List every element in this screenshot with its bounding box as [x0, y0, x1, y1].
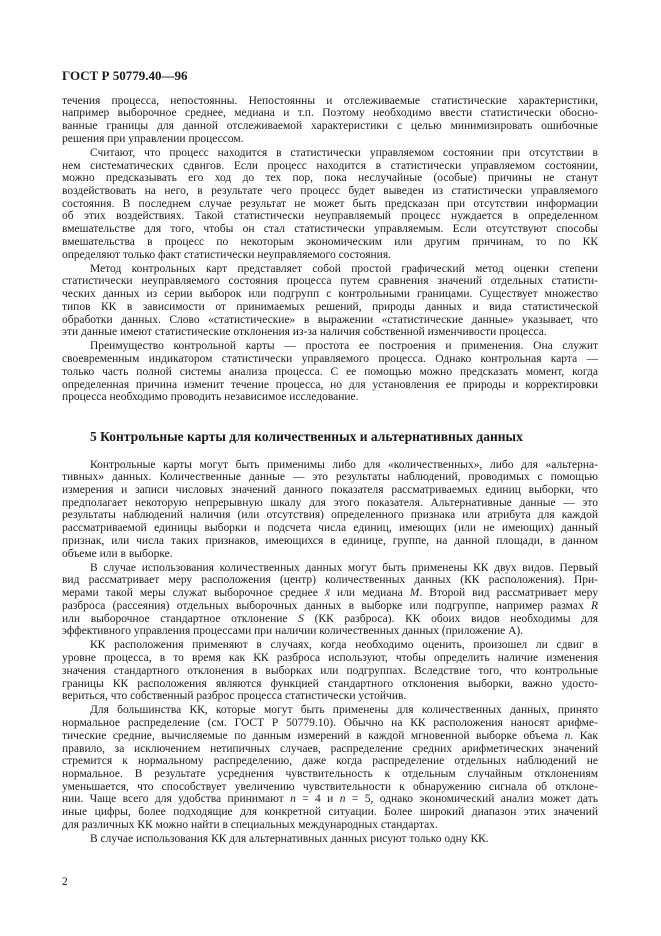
- text-line: иные цифры, более подходящие для конкретной ситуации. Более широкий диапазон этих значений: [62, 806, 598, 819]
- text-line: вмешательстве для того, чтобы он стал статистически управляемым. Если отсутствуют способы: [62, 223, 598, 236]
- text-line: нормальное. В результате усреднения чувствительность к отдельным случайным отклонениям: [62, 767, 598, 780]
- text-line: признак, или числа таких признаков, имеющихся в единице, группе, на данной площади, в данном: [62, 534, 598, 547]
- text-line: результаты наблюдений наличия (или отсутствия) определенного признака или атрибута для каждой: [62, 509, 598, 522]
- text-line: измерения и записи числовых значений данного показателя рассматриваемых единиц выборки, что: [62, 484, 598, 496]
- text-line: вериться, что собственный разброс процесса статистически устойчив.: [62, 690, 407, 703]
- text-line: тивных» данных. Количественные данные — это результаты наблюдений, проводимых с помощью: [62, 471, 598, 484]
- text-run: . Второй вид рассматривает меру: [419, 587, 599, 600]
- text-run: = 5, однако экономический анализ может дать: [345, 793, 599, 806]
- text-line: предполагает некоторую непрерывную шкалу для этого показателя. Альтернативные данные — это: [62, 496, 598, 509]
- text-run: . Как: [570, 729, 598, 742]
- paragraph: [62, 833, 598, 846]
- text-run: или выборочное стандартное отклонение: [62, 612, 299, 625]
- text-line: нормальное распределение (см. ГОСТ Р 50779.10). Обычно на КК расположения наносят арифме-: [62, 717, 598, 730]
- text-line: своевременным индикатором статистически управляемого процесса. Однако контрольная карта —: [62, 353, 598, 366]
- text-line: типов КК в зависимости от принимаемых решений, природы данных и вида статистической: [62, 300, 598, 313]
- math-variable-sample-size: n: [339, 793, 346, 806]
- paragraph: [62, 95, 598, 146]
- text-line: состояния. В последнем случае результат не может быть предсказан при отсутствии информации: [62, 197, 598, 210]
- text-line: определенная причина изменит течение процесса, но для установления ее природы и корректировки: [62, 378, 598, 391]
- section-title: Контрольные карты для количественных и альтернативных данных: [100, 429, 523, 444]
- text-line: В случае использования количественных данных могут быть применены КК двух видов. Первый: [90, 561, 598, 574]
- text-line: воздействовать на него, в результате чего процесс будет выведен из статистически управляемого: [62, 185, 598, 198]
- math-variable-mean: x̄: [324, 587, 331, 600]
- text-line: стремится к нормальному распределению, даже когда распределение отдельных наблюдений не: [62, 755, 598, 768]
- text-line: для различных КК можно найти в специальных международных стандартах.: [62, 818, 438, 831]
- text-run: или медиана: [330, 587, 410, 600]
- text-line: определяют только факт статистически неуправляемого состояния.: [62, 248, 391, 261]
- math-variable-median: M: [409, 587, 420, 600]
- text-line: Для большинства КК, которые могут быть применены для количественных данных, принято: [90, 704, 598, 717]
- text-line: ческих данных из серии выборок или подгрупп с контрольными границами. Существует множество: [62, 288, 598, 301]
- section-number: 5: [90, 429, 97, 444]
- text-run: разброса (рассеяния) отдельных выборочных данных в выборке или подгруппе, например размах: [62, 599, 591, 612]
- text-line: эффективного управления процессами при наличии количественных данных (приложение А).: [62, 625, 524, 638]
- text-line: [62, 793, 598, 806]
- text-run: (КК разброса). КК обоих видов необходимы для: [303, 612, 598, 625]
- paragraph: [62, 459, 598, 561]
- text-line: нем систематических сдвигов. Если процесс находится в статистически управляемом состоянии,: [62, 159, 598, 172]
- text-line: статистически неуправляемого состояния процесса путем сравнения значений отдельных статисти-: [62, 275, 598, 288]
- text-line: уменьшается, что способствует увеличению чувствительности к обнаружению сигнала об отклоне-: [62, 780, 598, 793]
- math-variable-sample-size: n: [564, 729, 571, 742]
- text-line: уровне процесса, в то время как КК разброса используют, чтобы определить наличие изменения: [62, 652, 598, 665]
- text-line: значения стандартного отклонения в выборках или подгруппах. Вследствие того, что контрольные: [62, 664, 598, 677]
- section-heading: [90, 429, 523, 445]
- text-line: течения процесса, непостоянны. Непостоянны и отслеживаемые статистические характеристики,: [62, 94, 598, 107]
- text-line: Контрольные карты могут быть применимы либо для «количественных», либо для «альтерна-: [90, 458, 598, 471]
- text-line: [62, 600, 598, 613]
- text-line: [62, 587, 598, 600]
- text-line: можно предсказывать его ход до тех пор, пока неслучайные (особые) причины не станут: [62, 172, 598, 185]
- text-line: процесса необходимо проводить независимое исследование.: [62, 391, 359, 404]
- standard-code: ГОСТ Р 50779.40—96: [62, 68, 188, 83]
- paragraph: [62, 639, 598, 703]
- text-line: В случае использования КК для альтернативных данных рисуют только одну КК.: [90, 832, 489, 845]
- text-line: Метод контрольных карт представляет собой простой графический метод оценки степени: [90, 262, 598, 275]
- text-line: КК расположения применяют в случаях, когда необходимо оценить, произошел ли сдвиг в: [90, 639, 598, 652]
- text-run: мерами такой меры служат выборочное среднее: [62, 587, 325, 600]
- text-run: нии. Чаще всего для удобства принимают: [62, 793, 291, 806]
- text-line: эти данные имеют статистические отклонения из-за наличия собственной изменчивости процесса.: [62, 326, 547, 339]
- text-line: объеме или в выборке.: [62, 547, 173, 560]
- text-line: ванные границы для данной отслеживаемой характеристики с целью минимизировать ошибочные: [62, 120, 598, 132]
- text-line: рассматриваемой единицы выборки и подсчета числа единиц, имеющих (или не имеющих) данный: [62, 522, 598, 535]
- paragraph: [62, 562, 598, 638]
- text-line: Преимущество контрольной карты — простота ее построения и применения. Она служит: [90, 340, 598, 353]
- page-number: 2: [62, 876, 68, 888]
- text-line: например выборочное среднее, медиана и т.п. Поэтому необходимо ввести статистически обосно-: [62, 107, 598, 120]
- math-variable-range: R: [590, 599, 598, 612]
- math-variable-sample-size: n: [290, 793, 296, 806]
- continued-text-block: [62, 95, 598, 404]
- text-line: решения при управлении процессом.: [62, 132, 244, 145]
- text-line: [62, 613, 598, 626]
- text-line: вид рассматривает меру расположения (центр) количественных данных (КК расположения). При-: [62, 574, 598, 587]
- text-line: обработки данных. Слово «статистические» в выражении «статистические данные» указывает, что: [62, 313, 598, 326]
- text-line: [62, 730, 598, 743]
- paragraph: [62, 340, 598, 404]
- text-line: об этих воздействиях. Такой статистически неуправляемый процесс нуждается в определенном: [62, 210, 598, 223]
- text-run: = 4 и: [295, 793, 340, 806]
- text-line: границы КК расположения являются функцией стандартного отклонения выборки, важно удосто-: [62, 677, 598, 690]
- text-line: только часть полной системы анализа процесса. С ее помощью можно предсказать момент, когда: [62, 365, 598, 378]
- text-line: правило, за исключением нетипичных случаев, распределение средних арифметических значений: [62, 742, 598, 755]
- text-line: вмешательства в процесс по некоторым экономическим или другим причинам, то по КК: [62, 235, 598, 248]
- section-5-text-block: [62, 459, 598, 846]
- paragraph: [62, 147, 598, 261]
- math-variable-std-dev: S: [298, 612, 304, 625]
- paragraph: [62, 704, 598, 831]
- text-run: тические средние, вычисляемые по данным измерений в каждой мгновенной выборке объема: [62, 729, 565, 742]
- text-line: Считают, что процесс находится в статистически управляемом состоянии при отсутствии в: [90, 146, 598, 159]
- paragraph: [62, 263, 598, 339]
